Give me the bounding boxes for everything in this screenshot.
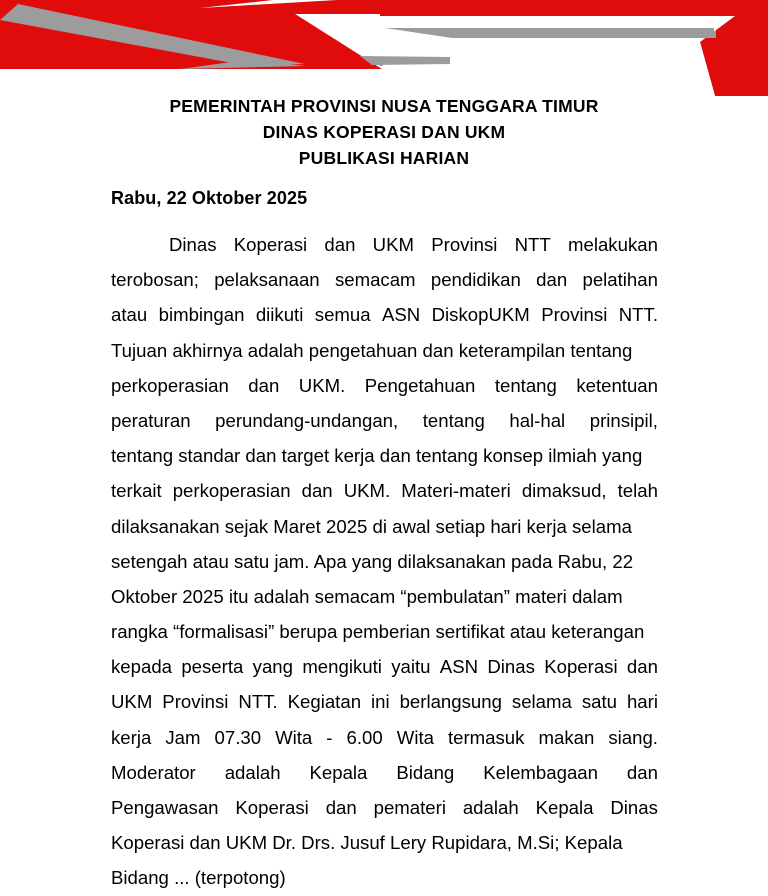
word: dan xyxy=(626,656,658,678)
word: Provinsi xyxy=(162,691,229,713)
word: Kepala xyxy=(309,761,368,783)
word: Wita xyxy=(275,726,313,748)
word: adalah xyxy=(462,797,519,818)
word: adalah xyxy=(224,761,281,783)
word: Pengetahuan xyxy=(364,374,476,396)
word: Pengawasan xyxy=(111,797,219,818)
body-line xyxy=(111,755,658,790)
word: peraturan xyxy=(111,409,191,431)
word: 07.30 xyxy=(214,726,262,748)
word: prinsipil, xyxy=(589,409,658,431)
word: ASN xyxy=(381,304,421,326)
word: NTT. xyxy=(618,304,658,326)
word: Koperasi xyxy=(544,656,618,678)
body-line: setengah atau satu jam. Apa yang dilaksanakan pada Rabu, 22 xyxy=(111,550,634,572)
body-line: Oktober 2025 itu adalah semacam “pembulatan” materi dalam xyxy=(111,585,623,607)
word: atau xyxy=(111,304,148,326)
body-line: rangka “formalisasi” berupa pemberian sertifikat atau keterangan xyxy=(111,621,645,643)
body-line xyxy=(111,684,658,719)
body-line xyxy=(111,720,658,755)
word: semacam xyxy=(334,269,416,291)
body-line xyxy=(111,790,658,825)
page-title-line-3: PUBLIKASI HARIAN xyxy=(298,148,470,168)
word: melakukan xyxy=(568,234,658,255)
word: diikuti xyxy=(255,304,304,326)
word: Kelembagaan xyxy=(483,761,598,783)
word: dan xyxy=(248,374,280,396)
word: ASN xyxy=(439,656,479,678)
decorative-header-banner xyxy=(0,0,768,96)
banner-red-top-right xyxy=(380,0,768,16)
word: Dinas xyxy=(169,234,217,255)
word: UKM xyxy=(372,234,414,255)
word: NTT. xyxy=(238,691,278,713)
word: dimaksud, xyxy=(521,480,607,502)
word: Jam xyxy=(165,726,201,748)
banner-gray-right-sliver-2-top xyxy=(360,56,450,65)
publication-date: Rabu, 22 Oktober 2025 xyxy=(111,188,308,208)
word: yaitu xyxy=(391,656,431,678)
word: Wita xyxy=(396,726,434,748)
word: yang xyxy=(252,656,293,678)
body-line xyxy=(111,473,658,508)
page-title-line-2: DINAS KOPERASI DAN UKM xyxy=(262,122,506,142)
word: bimbingan xyxy=(158,304,245,326)
word: NTT xyxy=(514,234,551,255)
body-line xyxy=(111,403,658,438)
body-line: Tujuan akhirnya adalah pengetahuan dan keterampilan tentang xyxy=(111,339,633,361)
word: siang. xyxy=(608,726,658,748)
word: Koperasi xyxy=(233,234,308,255)
word: Provinsi xyxy=(431,234,498,255)
word: terkait xyxy=(111,480,162,502)
page-title-line-1: PEMERINTAH PROVINSI NUSA TENGGARA TIMUR xyxy=(169,96,599,116)
word: makan xyxy=(538,726,595,748)
body-line: Koperasi dan UKM Dr. Drs. Jusuf Lery Rupidara, M.Si; Kepala xyxy=(111,832,623,854)
word: semua xyxy=(314,304,371,326)
body-line xyxy=(111,262,658,297)
word: dan xyxy=(626,761,658,783)
word: perkoperasian xyxy=(111,374,229,396)
word: pelatihan xyxy=(582,269,658,291)
word: Moderator xyxy=(111,761,196,783)
title-block xyxy=(0,93,768,171)
word: perkoperasian xyxy=(172,480,291,502)
word: peserta xyxy=(181,656,244,678)
word: Provinsi xyxy=(541,304,608,326)
word: dan xyxy=(324,234,356,255)
word: hari xyxy=(626,691,658,713)
word: mengikuti xyxy=(302,656,382,678)
word: terobosan; xyxy=(111,269,199,291)
body-line xyxy=(111,297,658,332)
word: kepada xyxy=(111,656,173,678)
body-line: tentang standar dan target kerja dan tentang konsep ilmiah yang xyxy=(111,445,643,467)
word: telah xyxy=(617,480,658,502)
word: Koperasi xyxy=(235,797,309,818)
word: DiskopUKM xyxy=(431,304,530,326)
word: termasuk xyxy=(447,726,525,748)
word: Dinas xyxy=(610,797,658,818)
word: - xyxy=(326,726,333,748)
word: perundang-undangan, xyxy=(215,409,399,431)
word: pelaksanaan xyxy=(214,269,320,291)
word: ini xyxy=(371,691,390,713)
word: UKM xyxy=(111,691,153,713)
word: UKM. xyxy=(298,374,346,396)
body-line xyxy=(111,649,658,684)
word: pemateri xyxy=(373,797,446,818)
word: ketentuan xyxy=(576,374,658,396)
word: UKM. xyxy=(343,480,391,502)
word: pendidikan xyxy=(430,269,521,291)
word: satu xyxy=(581,691,617,713)
word: tentang xyxy=(422,409,485,431)
word: tentang xyxy=(494,374,557,396)
word: Kegiatan xyxy=(287,691,362,713)
word: Materi-materi xyxy=(401,480,511,502)
body-line: dilaksanakan sejak Maret 2025 di awal setiap hari kerja selama xyxy=(111,515,632,537)
word: Dinas xyxy=(487,656,535,678)
word: selama xyxy=(511,691,572,713)
word: berlangsung xyxy=(399,691,502,713)
body-line-clipped: Bidang ... (terpotong) xyxy=(111,867,286,889)
word: kerja xyxy=(111,726,152,748)
word: dan xyxy=(325,797,357,818)
word: dan xyxy=(301,480,333,502)
word: 6.00 xyxy=(346,726,383,748)
word: Bidang xyxy=(396,761,455,783)
word: Kepala xyxy=(535,797,594,818)
banner-shapes-svg xyxy=(0,0,768,96)
body-line xyxy=(111,227,658,262)
word: dan xyxy=(536,269,568,291)
body-line xyxy=(111,368,658,403)
word: hal-hal xyxy=(509,409,566,431)
article-body xyxy=(111,227,658,889)
